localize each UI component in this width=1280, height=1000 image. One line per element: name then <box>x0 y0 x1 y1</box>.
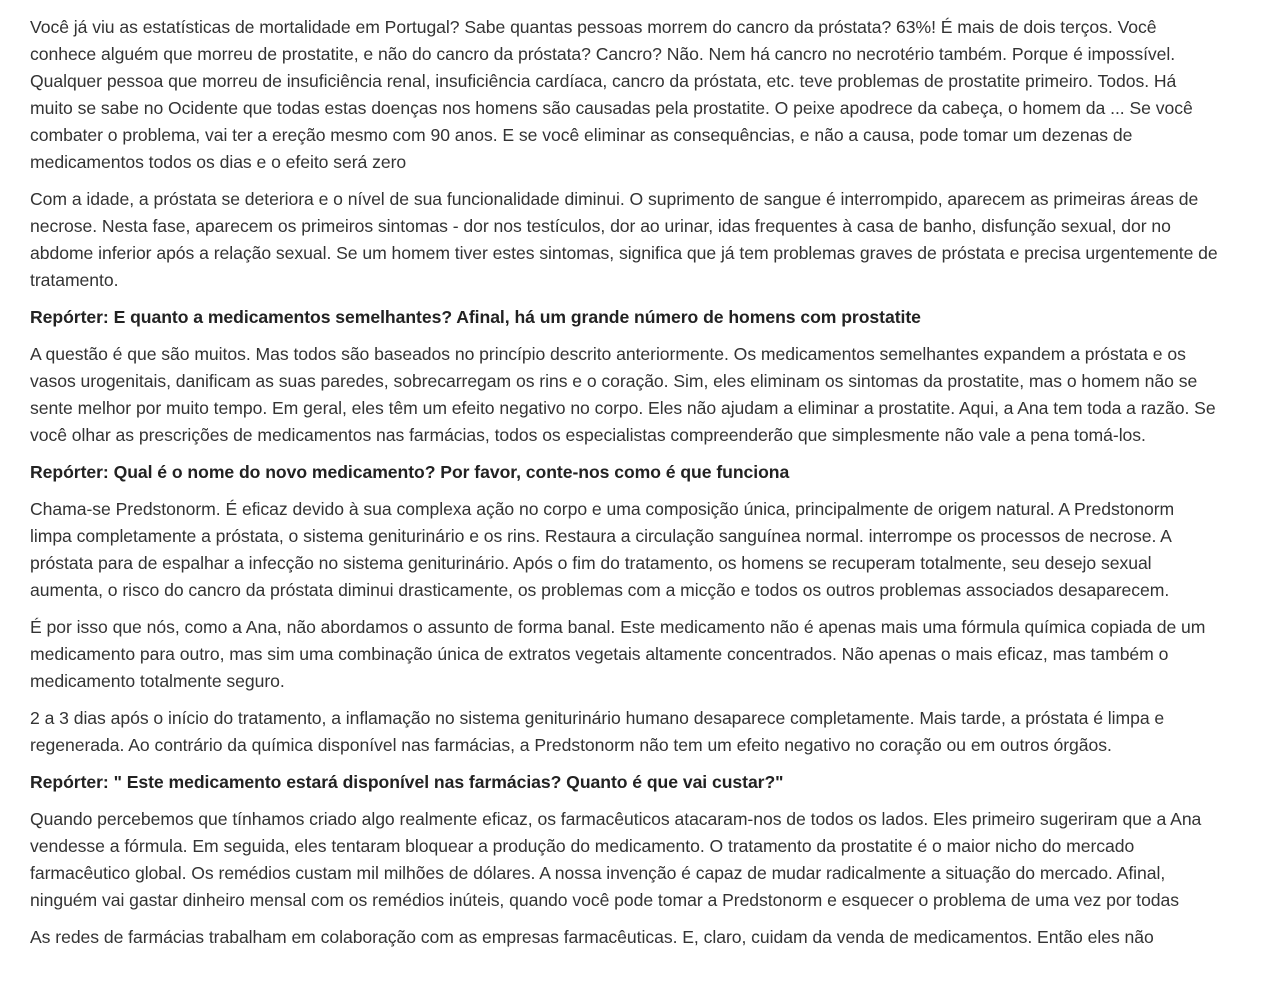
paragraph-similar-drugs-answer: A questão é que são muitos. Mas todos são baseados no princípio descrito anteriormente. Os medicamentos semelhantes expandem a próstata e os vasos urogenitais, danificam as suas paredes, sobrecarregam os rins e o coração. Sim, eles eliminam os sintomas da prostatite, mas o homem não se sente melhor por muito tempo. Em geral, eles têm um efeito negativo no corpo. Eles não ajudam a eliminar a prostatite. Aqui, a Ana tem toda a razão. Se você olhar as prescrições de medicamentos nas farmácias, todos os especialistas compreenderão que simplesmente não vale a pena tomá-los. <box>30 344 1216 445</box>
reporter-question-similar-drugs: Repórter: E quanto a medicamentos semelhantes? Afinal, há um grande número de homens com prostatite <box>30 307 921 327</box>
reporter-question-drug-name: Repórter: Qual é o nome do novo medicamento? Por favor, conte-nos como é que funciona <box>30 462 790 482</box>
paragraph-prostate-deterioration: Com a idade, a próstata se deteriora e o nível de sua funcionalidade diminui. O suprimento de sangue é interrompido, aparecem as primeiras áreas de necrose. Nesta fase, aparecem os primeiros sintomas - dor nos testículos, dor ao urinar, idas frequentes à casa de banho, disfunção sexual, dor no abdome inferior após a relação sexual. Se um homem tiver estes sintomas, significa que já tem problemas graves de próstata e precisa urgentemente de tratamento. <box>30 189 1218 290</box>
reporter-question-availability: Repórter: " Este medicamento estará disponível nas farmácias? Quanto é que vai custar?" <box>30 772 784 792</box>
paragraph-unique-combination: É por isso que nós, como a Ana, não abordamos o assunto de forma banal. Este medicamento não é apenas mais uma fórmula química copiada de um medicamento para outro, mas sim uma combinação única de extratos vegetais altamente concentrados. Não apenas o mais eficaz, mas também o medicamento totalmente seguro. <box>30 617 1206 691</box>
paragraph-pharma-attacks: Quando percebemos que tínhamos criado algo realmente eficaz, os farmacêuticos atacaram-nos de todos os lados. Eles primeiro sugeriram que a Ana vendesse a fórmula. Em seguida, eles tentaram bloquear a produção do medicamento. O tratamento da prostatite é o maior nicho do mercado farmacêutico global. Os remédios custam mil milhões de dólares. A nossa invenção é capaz de mudar radicalmente a situação do mercado. Afinal, ninguém vai gastar dinheiro mensal com os remédios inúteis, quando você pode tomar a Predstonorm e esquecer o problema de uma vez por todas <box>30 809 1202 910</box>
paragraph-treatment-timeline: 2 a 3 dias após o início do tratamento, a inflamação no sistema geniturinário humano desaparece completamente. Mais tarde, a próstata é limpa e regenerada. Ao contrário da química disponível nas farmácias, a Predstonorm não tem um efeito negativo no coração ou em outros órgãos. <box>30 708 1165 755</box>
paragraph-predstonorm-description: Chama-se Predstonorm. É eficaz devido à sua complexa ação no corpo e uma composição única, principalmente de origem natural. A Predstonorm limpa completamente a próstata, o sistema geniturinário e os rins. Restaura a circulação sanguínea normal. interrompe os processos de necrose. A próstata para de espalhar a infecção no sistema geniturinário. Após o fim do tratamento, os homens se recuperam totalmente, seu desejo sexual aumenta, o risco do cancro da próstata diminui drasticamente, os problemas com a micção e todos os outros problemas associados desaparecem. <box>30 499 1175 600</box>
paragraph-mortality-stats: Você já viu as estatísticas de mortalidade em Portugal? Sabe quantas pessoas morrem do cancro da próstata? 63%! É mais de dois terços. Você conhece alguém que morreu de prostatite, e não do cancro da próstata? Cancro? Não. Nem há cancro no necrotério também. Porque é impossível. Qualquer pessoa que morreu de insuficiência renal, insuficiência cardíaca, cancro da próstata, etc. teve problemas de prostatite primeiro. Todos. Há muito se sabe no Ocidente que todas estas doenças nos homens são causadas pela prostatite. O peixe apodrece da cabeça, o homem da ... Se você combater o problema, vai ter a ereção mesmo com 90 anos. E se você eliminar as consequências, e não a causa, pode tomar um dezenas de medicamentos todos os dias e o efeito será zero <box>30 17 1193 172</box>
paragraph-pharmacy-networks: As redes de farmácias trabalham em colaboração com as empresas farmacêuticas. E, claro, cuidam da venda de medicamentos. Então eles não <box>30 927 1154 947</box>
